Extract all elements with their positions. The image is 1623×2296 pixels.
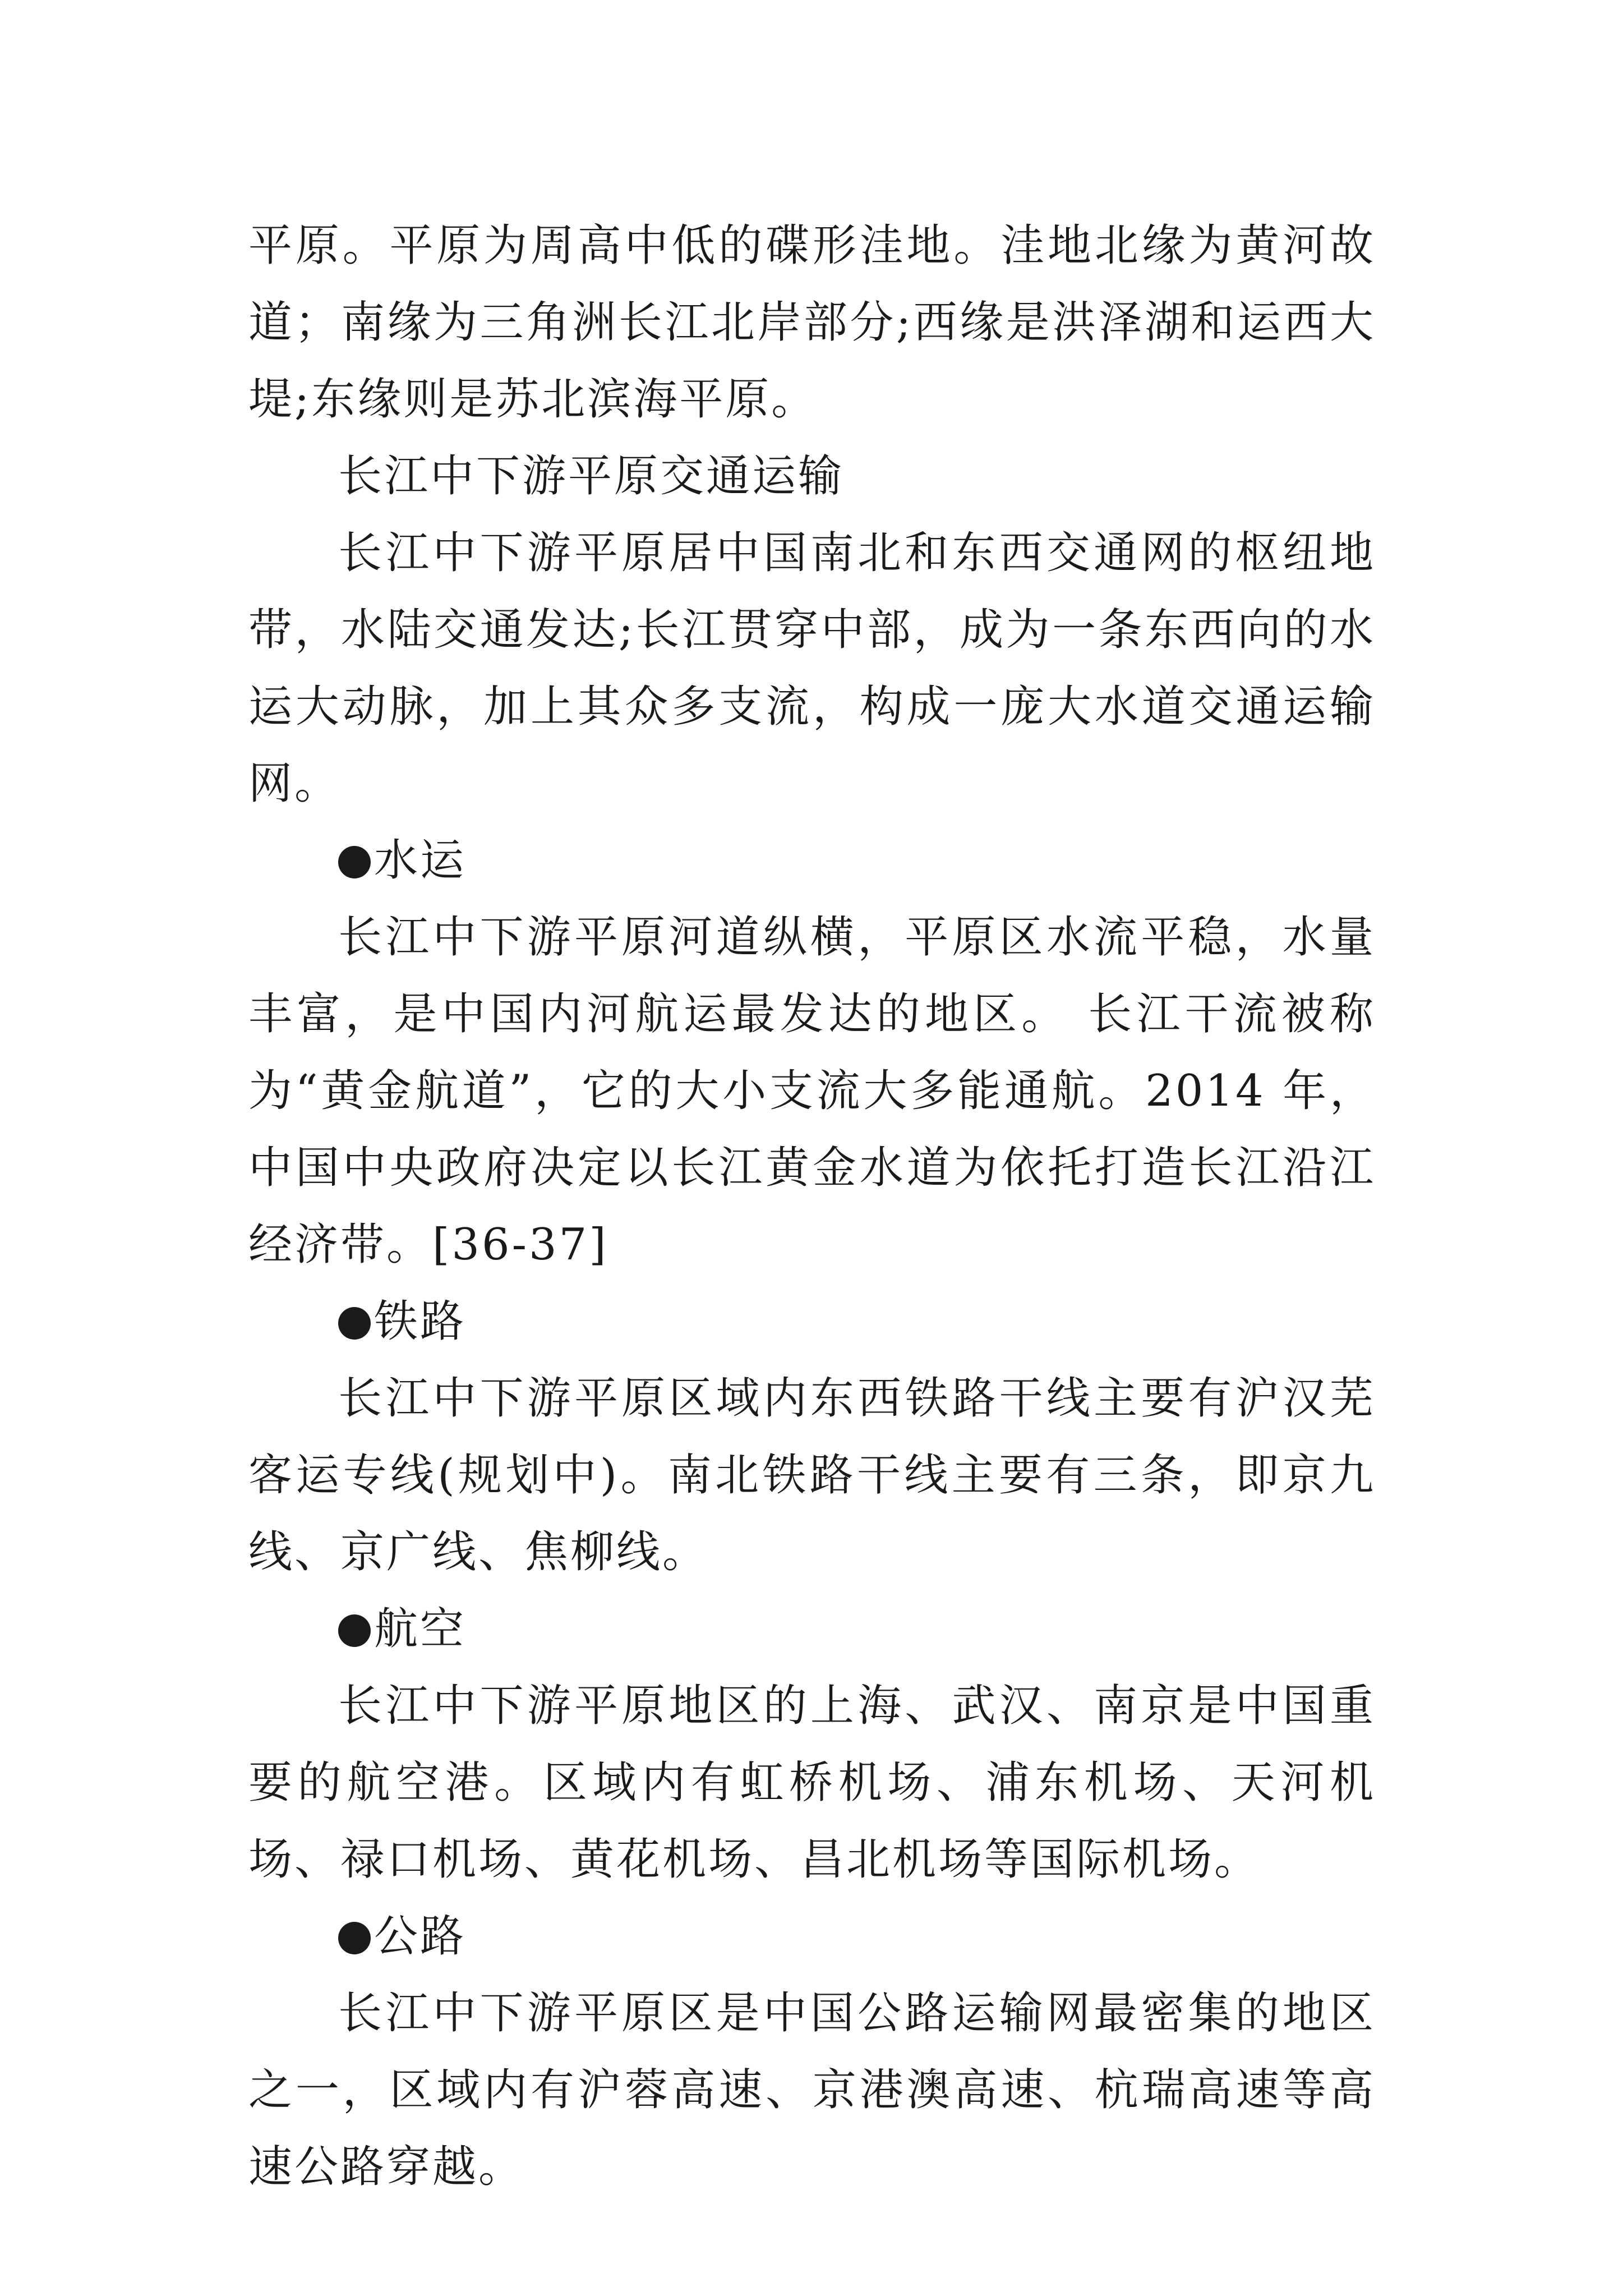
subheading-railway	[248, 1283, 1376, 1360]
paragraph-aviation: 长江中下游平原地区的上海、武汉、南京是中国重要的航空港。区域内有虹桥机场、浦东机场、天河机场、禄口机场、黄花机场、昌北机场等国际机场。	[248, 1681, 1376, 1885]
paragraph-highway: 长江中下游平原区是中国公路运输网最密集的地区之一，区域内有沪蓉高速、京港澳高速、杭瑞高速等高速公路穿越。	[248, 1988, 1376, 2192]
subheading-aviation	[248, 1591, 1376, 1668]
paragraph-plain-description: 平原。平原为周高中低的碟形洼地。洼地北缘为黄河故道；南缘为三角洲长江北岸部分;西缘是洪泽湖和运西大堤;东缘则是苏北滨海平原。	[248, 220, 1376, 425]
paragraph-railway: 长江中下游平原区域内东西铁路干线主要有沪汉芜客运专线(规划中)。南北铁路干线主要有三条，即京九线、京广线、焦柳线。	[248, 1373, 1376, 1577]
subheading-label: 航空	[374, 1604, 467, 1654]
subheading-label: 铁路	[374, 1296, 467, 1347]
bullet-icon	[338, 1614, 371, 1647]
subheading-water-transport	[248, 822, 1376, 899]
paragraph-water-transport: 长江中下游平原河道纵横，平原区水流平稳，水量丰富，是中国内河航运最发达的地区。 长江干流被称为“黄金航道”，它的大小支流大多能通航。2014 年，中国中央政府决定以长江黄金水道为依托打造长江沿江经济带。[36-37]	[248, 912, 1376, 1270]
document-body	[248, 208, 1376, 2206]
bullet-icon	[338, 1307, 371, 1340]
section-heading-transport: 长江中下游平原交通运输	[338, 451, 845, 501]
bullet-icon	[338, 1922, 371, 1954]
bullet-icon	[338, 846, 371, 878]
subheading-label: 水运	[374, 835, 467, 886]
paragraph-transport-overview: 长江中下游平原居中国南北和东西交通网的枢纽地带，水陆交通发达;长江贯穿中部，成为一条东西向的水运大动脉，加上其众多支流，构成一庞大水道交通运输网。	[248, 528, 1376, 809]
subheading-highway	[248, 1898, 1376, 1975]
subheading-label: 公路	[374, 1911, 467, 1962]
